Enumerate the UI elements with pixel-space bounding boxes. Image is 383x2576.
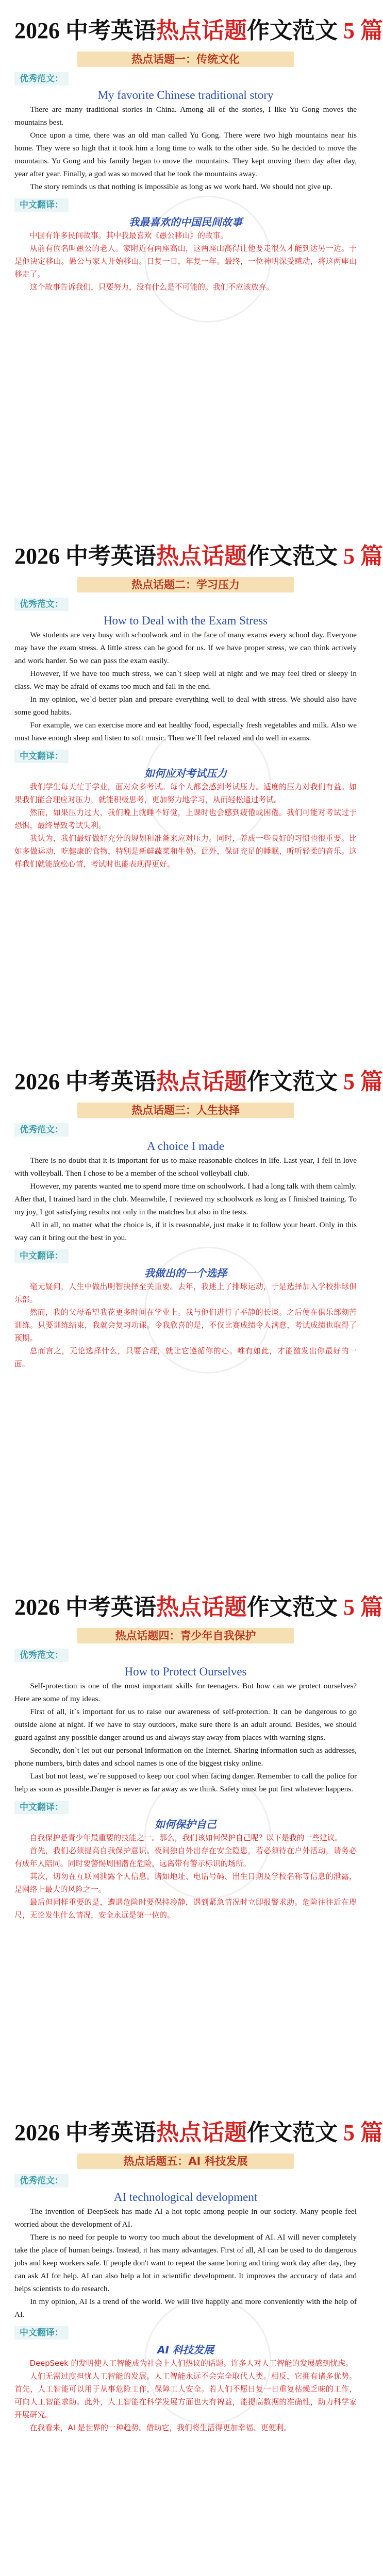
translation-paragraph: 我们学生每天忙于学业，面对众多考试。每个人都会感到考试压力。适度的压力对我们有益。如果我们能合理应对压力，就能积极思考，更加努力地学习，从而轻松通过考试。	[14, 783, 357, 804]
essay-paragraph: We students are very busy with schoolwork and in the face of many exams every school day. Everyone may have the exam stress. A little stress can be good for us. If we have proper stress, we can think actively and work harder. So we can pass the exam easily.	[14, 631, 357, 665]
translation-label: 中文翻译：	[14, 198, 69, 212]
essay-paragraph: All in all, no matter what the choice is, if it is reasonable, just make it to follow your heart. Only in this way can it bring out the best in you.	[14, 1221, 357, 1242]
translation-paragraph: 其次，切勿在互联网泄露个人信息。诸如地址、电话号码、出生日期及学校名称等信息的泄露，是网络上最大的风险之一。	[14, 1872, 357, 1894]
sample-essay-label: 优秀范文：	[14, 1649, 69, 1662]
translation-paragraph: 人们无需过度担忧人工智能的发展。人工智能永远不会完全取代人类。相反，它拥有诸多优势。首先，人工智能可以用于从事危险工作，保障工人安全。若人们不愿日复一日重复枯燥乏味的工作，可向人工智能求助。此外，人工智能在科学发展方面也大有裨益，能提高数据的准确性，助力科学家开展研究。	[14, 2372, 357, 2419]
essay-paragraph: However, my parents wanted me to spend more time on schoolwork. I had a long talk with them calmly. After that, I trained hard in the club. Meanwhile, I reviewed my schoolwork as long as I finished training. To my joy, I got satisfying results not only in the matches but also in the tests.	[14, 1182, 357, 1216]
essay-paragraph: First of all, it`s important for us to raise our awareness of self-protection. It can be dangerous to go outside alone at night. If we have to stay outdoors, make sure there is an adult around. Besides, we should guard against any possible danger around us and always stay away from places with warning signs.	[14, 1707, 357, 1742]
essay-paragraph: Once upon a time, there was an old man called Yu Gong. There were two high mountains near his home. They were so high that it took him a long time to walk to the other side. So he decided to move the mountains. Yu Gong and his family began to move the mountains. They kept moving them day after day, year after year. Finally, a god was so moved that he took the mountains away.	[14, 131, 357, 178]
translation-paragraph: 从前有位名叫愚公的老人。家附近有两座高山，这两座山高得让他要走很久才能到达另一边。于是他决定移山。愚公与家人开始移山。日复一日，年复一年。最终，一位神明深受感动，将这两座山移走了。	[14, 244, 357, 279]
essay-title: How to Deal with the Exam Stress	[103, 614, 268, 627]
essay-paragraph: In my opinion, we`d better plan and prepare everything well to deal with stress. We should also have some good habits.	[14, 695, 357, 717]
essay-section	[0, 2102, 383, 2576]
essay-title: A choice I made	[146, 1140, 225, 1153]
topic-banner: 热点话题四：青少年自我保护	[77, 1628, 294, 1643]
translation-title: 我最喜欢的中国民间故事	[129, 216, 242, 228]
translation-paragraph: 最后但同样重要的是，遭遇危险时要保持冷静，遇到紧急情况时立即报警求助。危险往往近在咫尺，无论发生什么情况，安全永远是第一位的。	[14, 1898, 357, 1920]
translation-title: AI 科技发展	[157, 2344, 214, 2356]
translation-paragraph: 我认为，我们最好做好充分的规划和准备来应对压力。同时，养成一些良好的习惯也很重要。比如多做运动，吃健康的食物，特别是新鲜蔬菜和牛奶。此外，保证充足的睡眠，听听轻柔的音乐。这样我们就能放松心情，考试时也能表现得更好。	[14, 834, 357, 869]
essay-paragraph: The story reminds us that nothing is impossible as long as we work hard. We should not give up.	[30, 182, 332, 191]
section-title: 2026 中考英语热点话题作文范文 5 篇	[14, 18, 383, 43]
translation-label: 中文翻译：	[14, 2326, 69, 2340]
essay-section	[0, 0, 383, 515]
translation-title: 如何应对考试压力	[144, 767, 227, 779]
essay-paragraph: Secondly, don`t let out our personal information on the Internet. Sharing information such as addresses, phone numbers, birth dates and school names is one of the biggest risky online.	[14, 1746, 357, 1768]
sample-essay-label: 优秀范文：	[14, 72, 69, 86]
essay-title: AI technological development	[113, 2191, 258, 2204]
translation-paragraph: 中国有许多民间故事。其中我最喜欢《愚公移山》的故事。	[29, 231, 228, 240]
translation-paragraph: 这个故事告诉我们，只要努力，没有什么是不可能的。我们不应该放弃。	[29, 283, 274, 292]
essay-paragraph: For example, we can exercise more and eat healthy food, especially fresh vegetables and milk. Also we must have enough sleep and listen to soft music. Then we`ll feel relaxed and do well in exams.	[14, 721, 357, 742]
translation-label: 中文翻译：	[14, 1801, 69, 1814]
topic-banner: 热点话题五：AI 科技发展	[77, 2154, 294, 2169]
translation-title: 我做出的一个选择	[144, 1267, 227, 1279]
translation-paragraph: 总而言之，无论选择什么，只要合理，就让它遵循你的心。唯有如此，才能激发出你最好的一面。	[14, 1347, 357, 1368]
essay-title: How to Protect Ourselves	[124, 1665, 247, 1678]
essay-paragraph: There is no need for people to worry too much about the development of AI. AI will never completely take the place of human beings. Instead, it has many advantages. First of all, AI can be used to do dangerous jobs and keep workers safe. If people don't want to repeat the same boring and tiring work day after day, they can ask AI for help. AI can also help a lot in scientific development. It improves the accuracy of data and helps scientists to do research.	[14, 2233, 357, 2293]
sample-essay-label: 优秀范文：	[14, 598, 69, 611]
essay-title: My favorite Chinese traditional story	[97, 89, 274, 101]
sample-essay-label: 优秀范文：	[14, 1123, 69, 1137]
section-title: 2026 中考英语热点话题作文范文 5 篇	[14, 1595, 383, 1620]
translation-paragraph: DeepSeek 的发明使人工智能成为社会上人们热议的话题。许多人对人工智能的发展感到忧虑。	[29, 2359, 353, 2368]
section-title: 2026 中考英语热点话题作文范文 5 篇	[14, 2120, 383, 2145]
essay-paragraph: Last but not least, we`re supposed to keep our cool when facing danger. Remember to call the police for help as soon as possible.Danger is never as far away as we think. Safety must be put first whatever happens.	[14, 1772, 357, 1793]
translation-paragraph: 首先，我们必须提高自我保护意识。夜间独自外出存在安全隐患，若必须待在户外活动，请务必有成年人陪同。同时要警惕周围潜在危险，远离带有警示标识的场所。	[14, 1846, 357, 1868]
essay-paragraph: Self-protection is one of the most important skills for teenagers. But how can we protect ourselves? Here are some of my ideas.	[14, 1682, 357, 1703]
sample-essay-label: 优秀范文：	[14, 2174, 69, 2188]
essay-paragraph: In my opinion, AI is a trend of the world. We will live happily and more conveniently with the help of AI.	[14, 2297, 357, 2319]
translation-label: 中文翻译：	[14, 1249, 69, 1263]
translation-paragraph: 自我保护是青少年最重要的技能之一。那么，我们该如何保护自己呢？以下是我的一些建议。	[29, 1834, 343, 1842]
essay-section	[0, 1577, 383, 2092]
translation-paragraph: 毫无疑问，人生中做出明智抉择至关重要。去年，我迷上了排球运动，于是选择加入学校排球俱乐部。	[14, 1282, 357, 1304]
essay-paragraph: The invention of DeepSeek has made AI a hot topic among people in our society. Many people feel worried about the development of AI.	[14, 2207, 357, 2229]
translation-title: 如何保护自己	[155, 1818, 217, 1831]
essay-section	[0, 1051, 383, 1566]
section-title: 2026 中考英语热点话题作文范文 5 篇	[14, 1069, 383, 1094]
translation-paragraph: 然而，如果压力过大，我们晚上就睡不好觉，上课时也会感到疲倦或困倦。我们可能对考试过于恐惧，最终导致考试失利。	[14, 808, 357, 830]
topic-banner: 热点话题二：学习压力	[77, 577, 294, 592]
topic-banner: 热点话题三：人生抉择	[77, 1103, 294, 1118]
topic-banner: 热点话题一：传统文化	[77, 52, 294, 67]
essay-paragraph: There are many traditional stories in China. Among all of the stories, I like Yu Gong moves the mountains best.	[14, 105, 357, 127]
translation-paragraph: 在我看来，AI 是世界的一种趋势。借助它，我们将生活得更加幸福、更便利。	[29, 2424, 292, 2432]
section-title: 2026 中考英语热点话题作文范文 5 篇	[14, 544, 383, 569]
essay-paragraph: There is no doubt that it is important for us to make reasonable choices in life. Last year, I fell in love with volleyball. Then I chose to be a member of the school volleyball club.	[14, 1156, 357, 1178]
translation-label: 中文翻译：	[14, 750, 69, 763]
translation-paragraph: 然而，我的父母希望我花更多时间在学业上。我与他们进行了平静的长谈。之后便在俱乐部刻苦训练。只要训练结束，我就会复习功课。令我欣喜的是，不仅比赛成绩令人满意，考试成绩也取得了预期。	[14, 1308, 357, 1343]
essay-section	[0, 526, 383, 1041]
essay-paragraph: However, if we have too much stress, we can`t sleep well at night and we may feel tired or sleepy in class. We may be afraid of exams too much and fail in the end.	[14, 669, 357, 691]
